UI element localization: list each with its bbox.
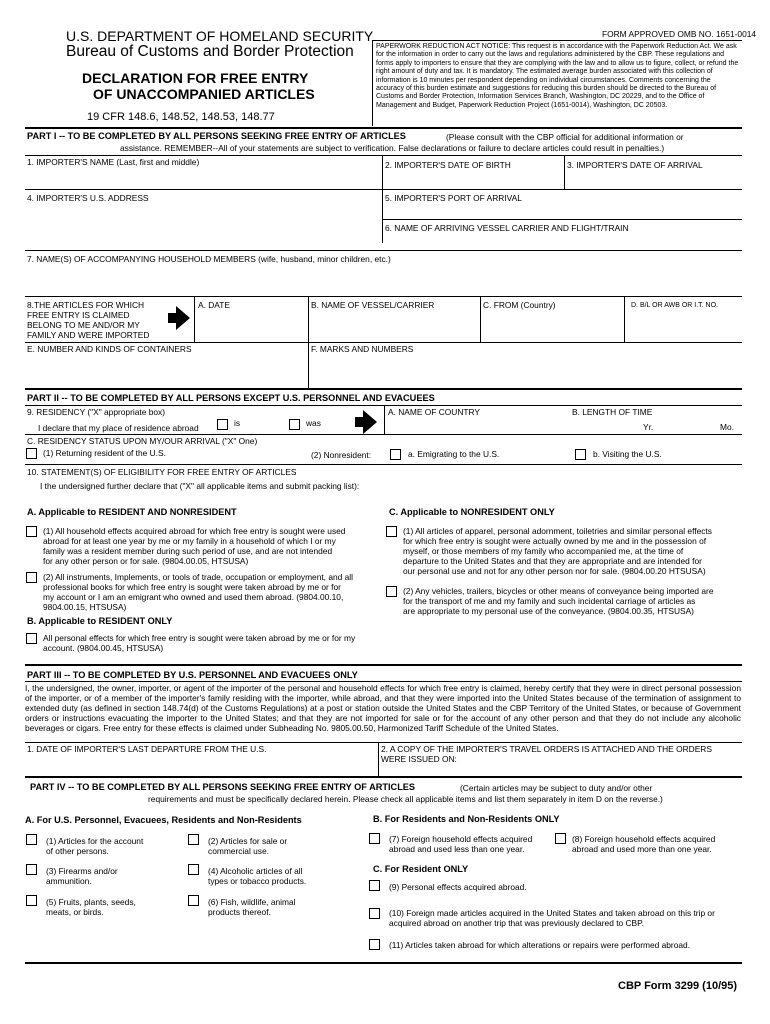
item-1-label: (1) Articles for the account of other persons. (46, 836, 144, 856)
item-3-label: (3) Firearms and/or ammunition. (46, 866, 118, 886)
firearms-checkbox[interactable] (26, 864, 37, 875)
departure-date-label: 1. DATE OF IMPORTER'S LAST DEPARTURE FROM THE U.S. (27, 744, 267, 754)
departure-date-input[interactable] (26, 756, 376, 774)
cfr-reference: 19 CFR 148.6, 148.52, 148.53, 148.77 (87, 111, 275, 123)
part4-section-b-heading: B. For Residents and Non-Residents ONLY (373, 814, 560, 824)
is-checkbox[interactable] (217, 419, 228, 430)
form-title-line1: DECLARATION FOR FREE ENTRY (82, 70, 309, 86)
part2-heading: PART II -- TO BE COMPLETED BY ALL PERSONS EXCEPT U.S. PERSONNEL AND EVACUEES (27, 393, 435, 403)
field10-label: 10. STATEMENT(S) OF ELIGIBILITY FOR FREE ENTRY OF ARTICLES (27, 467, 297, 477)
field2-label: 2. IMPORTER'S DATE OF BIRTH (385, 160, 511, 170)
travel-orders-label: 2. A COPY OF THE IMPORTER'S TRAVEL ORDERS IS ATTACHED AND THE ORDERS WERE ISSUED ON: (381, 744, 712, 764)
agency-title: U.S. DEPARTMENT OF HOMELAND SECURITY (66, 28, 374, 44)
arrow-right-icon (363, 410, 377, 434)
from-country-input[interactable] (482, 312, 622, 340)
item-5-label: (5) Fruits, plants, seeds, meats, or birds. (46, 897, 136, 917)
statement-b1: All personal effects for which free entry is sought were taken abroad by me or for my account. (9804.00.45, HTSUSA) (43, 633, 356, 653)
returning-resident-checkbox[interactable] (26, 448, 37, 459)
length-of-time-input[interactable] (568, 418, 740, 432)
statement-c2: (2) Any vehicles, trailers, bicycles or other means of conveyance being imported are for the transport of me and my family and such incidental carriage of articles as are appropriate to my personal use of the conveyance. (9804.00.35, HTSUSA) (403, 586, 714, 616)
length-label: B. LENGTH OF TIME (572, 407, 653, 417)
item-11-label: (11) Articles taken abroad for which alterations or repairs were performed abroad. (389, 940, 691, 950)
item-9-label: (9) Personal effects acquired abroad. (389, 882, 527, 892)
form-number: CBP Form 3299 (10/95) (618, 980, 738, 992)
field8b-label: B. NAME OF VESSEL/CARRIER (311, 300, 435, 310)
field7-label: 7. NAME(S) OF ACCOMPANYING HOUSEHOLD MEMBERS (wife, husband, minor children, etc.) (27, 254, 391, 264)
statement-a2: (2) All instruments, Implements, or tools of trade, occupation or employment, and all professional books for which free entry is sought were taken abroad by me or for my account or I am an emigrant who owned and used them abroad. (9804.00.10, 9804.00.15, HTSUSA) (43, 572, 354, 612)
import-date-input[interactable] (196, 312, 306, 340)
part4-note2: requirements and must be specifically declared herein. Please check all applicable items and list them separately in item D on the reverse.) (148, 794, 663, 804)
date-of-birth-input[interactable] (384, 172, 562, 190)
household-effects-checkbox[interactable] (26, 526, 37, 537)
is-label: is (234, 418, 241, 428)
field8c-label: C. FROM (Country) (483, 300, 556, 310)
field6-label: 6. NAME OF ARRIVING VESSEL CARRIER AND FLIGHT/TRAIN (385, 223, 629, 233)
bl-awb-input[interactable] (626, 312, 740, 340)
commercial-use-checkbox[interactable] (188, 834, 199, 845)
part3-certification: I, the undersigned, the owner, importer, or agent of the importer of the personal and household effects for which free entry is claimed, hereby certify that they were in direct personal possession of the importer, or of a member of the importer's family residing with the importer, while abroad, and that they were imported into the United States because of the termination of assignment to extended duty (as defined in section 148.74(d) of the Customs Regulations) at a post or station outside the United States and the CBP Territory of the United States, or because of Government orders or instructions evacuating the importer to the United States; and that they are not imported for sale or for the account of any other person and that they do not include any alcoholic beverages or cigars. Free entry for these effects is claimed under Subheading No. 9805.00.50, Harmonized Tariff Schedule of the United States. (25, 683, 741, 733)
item-10-label: (10) Foreign made articles acquired in the United States and taken abroad on this trip or acquired abroad on another trip that was previously declared to CBP. (389, 908, 715, 928)
port-of-arrival-input[interactable] (384, 204, 740, 218)
field9-label: 9. RESIDENCY ("X" appropriate box) (27, 407, 165, 417)
paperwork-notice: PAPERWORK REDUCTION ACT NOTICE: This request is in accordance with the Paperwork Reduction Act. We ask for the information in order to carry out the laws and regulations administered by the CBP. These regulations and forms apply to importers to ensure that they are complying with the law and to allow us to figure, collect, or refund the right amount of duty and tax. It is mandatory. The estimated average burden associated with this collection of information is 10 minutes per respondent depending on individual circumstances. Comments concerning the accuracy of this burden estimate and suggestions for reducing this burden should be directed to the Bureau of Customs and Border Protection, Information Services Branch, Washington, DC 20229, and to the Office of Management and Budget, Paperwork Reduction Project (1651-0014), Washington, DC 20503. (376, 43, 739, 109)
household-less-than-year-checkbox[interactable] (369, 833, 380, 844)
alterations-repairs-checkbox[interactable] (369, 939, 380, 950)
household-members-input[interactable] (26, 266, 740, 292)
was-label: was (306, 418, 321, 428)
emigrating-label: a. Emigrating to the U.S. (408, 449, 500, 459)
part4-heading: PART IV -- TO BE COMPLETED BY ALL PERSONS SEEKING FREE ENTRY OF ARTICLES (30, 782, 416, 792)
personal-effects-abroad-checkbox[interactable] (369, 880, 380, 891)
date-of-arrival-input[interactable] (566, 172, 740, 190)
field8e-label: E. NUMBER AND KINDS OF CONTAINERS (27, 344, 192, 354)
field5-label: 5. IMPORTER'S PORT OF ARRIVAL (385, 193, 522, 203)
arrow-right-icon (176, 306, 190, 330)
field8f-label: F. MARKS AND NUMBERS (311, 344, 414, 354)
part4-section-a-heading: A. For U.S. Personnel, Evacuees, Residents and Non-Residents (25, 815, 302, 825)
alcohol-tobacco-checkbox[interactable] (188, 864, 199, 875)
foreign-made-articles-checkbox[interactable] (369, 908, 380, 919)
field8d-label: D. B/L OR AWB OR I.T. NO. (631, 302, 718, 309)
returning-resident-label: (1) Returning resident of the U.S. (43, 448, 166, 458)
years-label: Yr. (643, 422, 654, 432)
field4-label: 4. IMPORTER'S U.S. ADDRESS (27, 193, 149, 203)
form-title-line2: OF UNACCOMPANIED ARTICLES (93, 86, 315, 102)
field10-instructions: I the undersigned further declare that ("X" all applicable items and submit packing list): (40, 481, 360, 491)
item-8-label: (8) Foreign household effects acquired abroad and used more than one year. (572, 834, 716, 854)
apparel-checkbox[interactable] (386, 526, 397, 537)
household-more-than-year-checkbox[interactable] (555, 833, 566, 844)
visiting-checkbox[interactable] (575, 449, 586, 460)
item-2-label: (2) Articles for sale or commercial use. (208, 836, 288, 856)
vessel-carrier-input[interactable] (384, 234, 740, 243)
part1-note: (Please consult with the CBP official for additional information or (446, 132, 684, 142)
residency-status-label: C. RESIDENCY STATUS UPON MY/OUR ARRIVAL ("X" One) (27, 436, 258, 446)
omb-number: FORM APPROVED OMB NO. 1651-0014 (602, 29, 757, 39)
section-a-heading: A. Applicable to RESIDENT AND NONRESIDENT (27, 507, 237, 517)
personal-effects-checkbox[interactable] (26, 633, 37, 644)
containers-input[interactable] (26, 356, 306, 386)
vessel-name-input[interactable] (310, 312, 478, 340)
country-label: A. NAME OF COUNTRY (388, 407, 480, 417)
part4-note: (Certain articles may be subject to duty and/or other (460, 783, 653, 793)
importer-name-input[interactable] (26, 168, 380, 188)
section-c-heading: C. Applicable to NONRESIDENT ONLY (389, 507, 555, 517)
nonresident-label: (2) Nonresident: (311, 450, 372, 460)
vehicles-checkbox[interactable] (386, 586, 397, 597)
fish-wildlife-checkbox[interactable] (188, 895, 199, 906)
item-4-label: (4) Alcoholic articles of all types or tobacco products. (208, 866, 307, 886)
months-label: Mo. (720, 422, 734, 432)
item-6-label: (6) Fish, wildlife, animal products thereof. (208, 897, 296, 917)
residence-declaration: I declare that my place of residence abroad (38, 423, 199, 433)
fruits-plants-checkbox[interactable] (26, 895, 37, 906)
part4-section-c-heading: C. For Resident ONLY (373, 864, 469, 874)
us-address-input[interactable] (26, 206, 380, 242)
part1-heading: PART I -- TO BE COMPLETED BY ALL PERSONS SEEKING FREE ENTRY OF ARTICLES (27, 131, 406, 141)
statement-a1: (1) All household effects acquired abroad for which free entry is sought were used abroad for at least one year by me or my family in a household of which I or my family was a resident member during such period of use, and are not intended for any other person or for sale. (9804.00.05, HTSUSA) (43, 526, 346, 566)
section-b-heading: B. Applicable to RESIDENT ONLY (27, 616, 173, 626)
statement-c1: (1) All articles of apparel, personal adornment, toiletries and similar personal effects for which free entry is sought were actually owned by me and in the possession of myself, or those members of my family who accompanied me, at the time of departure to the United States and that they are appropriate and are intended for our personal use and not for any other person nor for sale. (9804.00.20 HTSUSA) (403, 526, 712, 576)
part3-heading: PART III -- TO BE COMPLETED BY U.S. PERSONNEL AND EVACUEES ONLY (27, 670, 358, 680)
field3-label: 3. IMPORTER'S DATE OF ARRIVAL (567, 160, 703, 170)
field1-label: 1. IMPORTER'S NAME (Last, first and middle) (27, 157, 200, 167)
travel-orders-date-input[interactable] (480, 756, 740, 774)
other-persons-checkbox[interactable] (26, 834, 37, 845)
marks-numbers-input[interactable] (310, 356, 740, 386)
item-7-label: (7) Foreign household effects acquired abroad and used less than one year. (389, 834, 533, 854)
tools-of-trade-checkbox[interactable] (26, 572, 37, 583)
visiting-label: b. Visiting the U.S. (593, 449, 662, 459)
residence-country-input[interactable] (386, 418, 564, 432)
part1-note2: assistance. REMEMBER--All of your statements are subject to verification. False declarations or failure to declare articles could result in penalties.) (120, 143, 665, 153)
bureau-title: Bureau of Customs and Border Protection (66, 43, 354, 60)
field8a-label: A. DATE (198, 300, 230, 310)
emigrating-checkbox[interactable] (390, 449, 401, 460)
was-checkbox[interactable] (289, 419, 300, 430)
field8-label: 8.THE ARTICLES FOR WHICH FREE ENTRY IS CLAIMED BELONG TO ME AND/OR MY FAMILY AND WERE IMPORTED (27, 300, 150, 340)
